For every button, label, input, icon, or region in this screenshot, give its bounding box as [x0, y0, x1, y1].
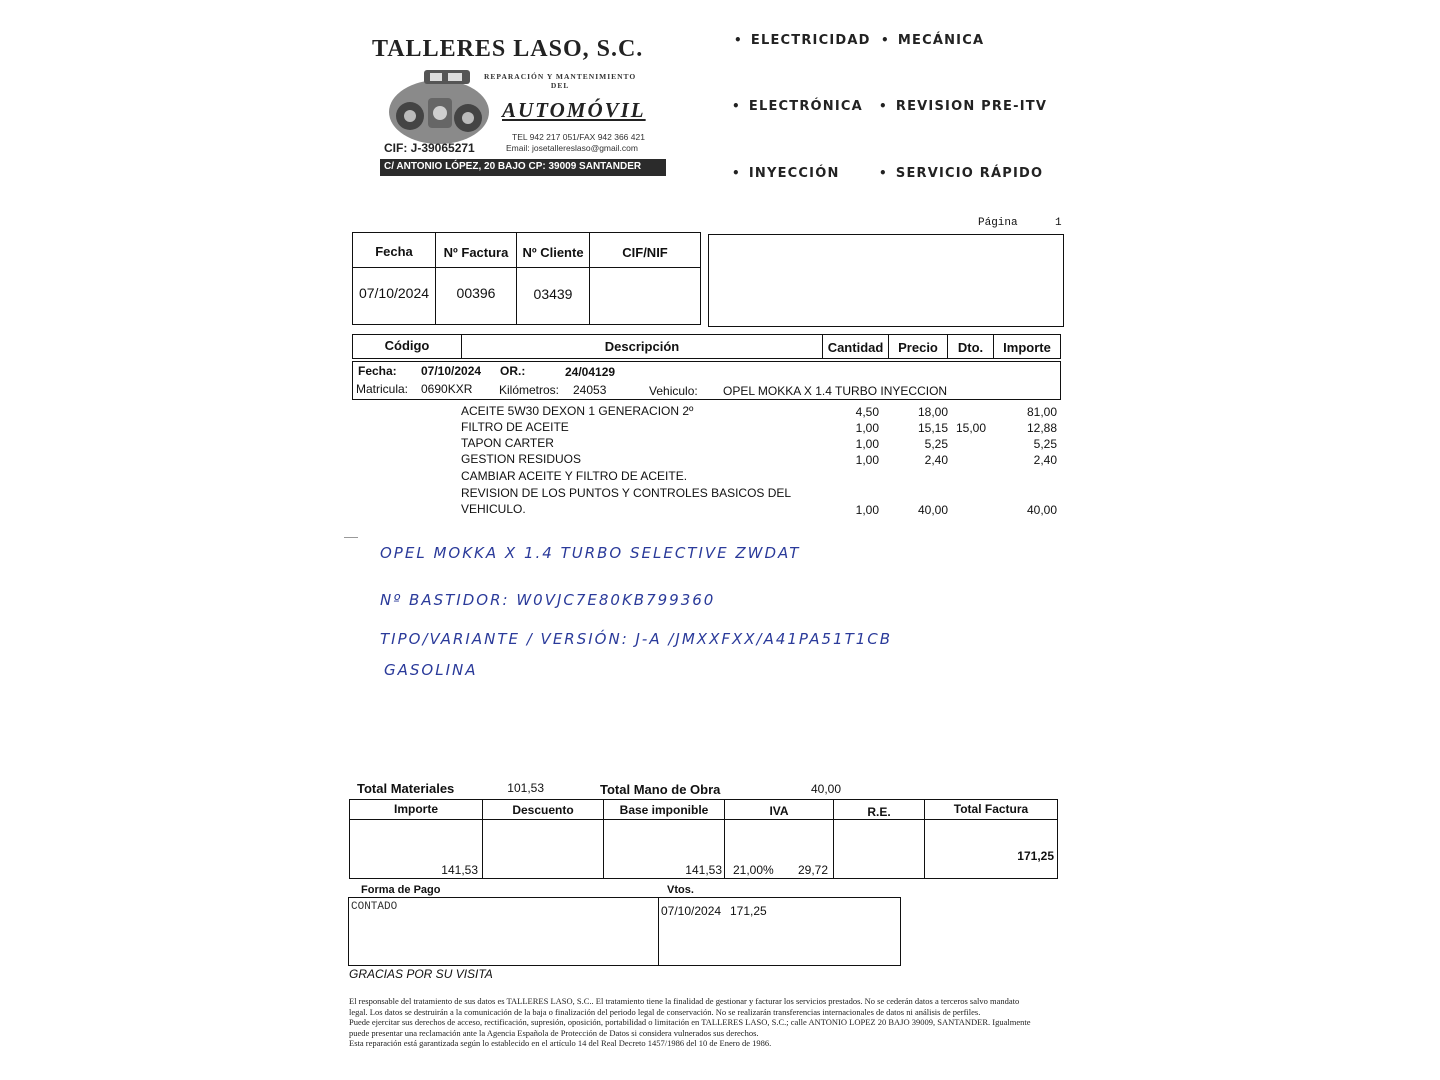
- header-num-cliente: Nº Cliente: [522, 245, 584, 260]
- km-label: Kilómetros:: [499, 383, 560, 397]
- logo-subtitle-line1: REPARACIÓN Y MANTENIMIENTO: [484, 72, 637, 81]
- company-address: C/ ANTONIO LÓPEZ, 20 BAJO CP: 39009 SANTANDER: [380, 159, 666, 176]
- line-item-amount: 2,40: [1033, 453, 1057, 467]
- header-num-factura: Nº Factura: [443, 245, 509, 260]
- line-item-qty: 1,00: [855, 437, 879, 451]
- line-item-price: 15,15: [917, 421, 948, 435]
- col-cantidad: Cantidad: [827, 340, 884, 355]
- totals-importe: 141,53: [441, 863, 478, 877]
- header-fecha: Fecha: [375, 244, 413, 259]
- totals-header-importe: Importe: [393, 802, 438, 816]
- handwritten-fuel: GASOLINA: [384, 661, 478, 679]
- page-label: Página: [978, 217, 1018, 229]
- vehicle-model: OPEL MOKKA X 1.4 TURBO INYECCION: [723, 384, 948, 398]
- due-dates-label: Vtos.: [667, 884, 694, 896]
- line-item-qty: 1,00: [855, 453, 879, 467]
- legal-line: Puede ejercitar sus derechos de acceso, rectificación, supresión, oposición, portabilidad o limitación en TALLERES LASO, S.C.; calle ANTONIO LOPEZ 20 BAJO 39009, SANTANDER. Igualmente: [349, 1017, 1031, 1027]
- line-item-desc: REVISION DE LOS PUNTOS Y CONTROLES BASICOS DEL: [461, 486, 792, 500]
- service-electricidad: • ELECTRICIDAD: [734, 33, 871, 48]
- client-address-box: [708, 234, 1064, 327]
- line-item-desc: ACEITE 5W30 DEXON 1 GENERACION 2º: [461, 404, 694, 418]
- totals-iva-percent: 21,00%: [733, 863, 774, 877]
- line-item-amount: 40,00: [1026, 503, 1057, 517]
- company-cif: CIF: J-39065271: [384, 141, 475, 155]
- totals-header-descuento: Descuento: [512, 803, 574, 817]
- order-info-box: [352, 361, 1061, 400]
- due-amount: 171,25: [730, 904, 767, 918]
- items-table-header: [352, 334, 1061, 359]
- service-inyeccion: • INYECCIÓN: [732, 166, 840, 181]
- client-number: 03439: [533, 286, 573, 302]
- logo-subtitle: [484, 72, 636, 90]
- order-date-label: Fecha:: [358, 364, 397, 378]
- total-materials-label: Total Materiales: [357, 781, 455, 796]
- line-item-amount: 12,88: [1026, 421, 1057, 435]
- line-item-desc: VEHICULO.: [461, 502, 526, 516]
- line-item-qty: 1,00: [855, 421, 879, 435]
- service-mecanica: • MECÁNICA: [881, 33, 984, 48]
- logo-subtitle-line2: DEL: [550, 81, 570, 90]
- handwritten-chassis-number: Nº BASTIDOR: W0VJC7E80KB799360: [380, 591, 716, 609]
- legal-line: puede presentar una reclamación ante la Agencia Española de Protección de Datos si considera vulnerados sus derechos.: [349, 1027, 759, 1038]
- legal-line: El responsable del tratamiento de sus datos es TALLERES LASO, S.C.. El tratamiento tiene la finalidad de gestionar y facturar los servicios prestados. No se cederán datos a terceros salvo mandato: [349, 996, 1020, 1006]
- handwritten-vehicle-model: OPEL MOKKA X 1.4 TURBO SELECTIVE ZWDAT: [380, 544, 801, 562]
- service-electronica: • ELECTRÓNICA: [732, 99, 863, 114]
- total-labour-label: Total Mano de Obra: [600, 782, 721, 797]
- car-engine-icon: [384, 68, 494, 150]
- totals-iva: 29,72: [797, 863, 828, 877]
- order-or-label: OR.:: [500, 364, 526, 378]
- col-descripcion: Descripción: [604, 339, 680, 354]
- km-value: 24053: [573, 383, 607, 397]
- legal-line: Esta reparación está garantizada según lo establecido en el artículo 14 del Real Decreto 1457/1986 del 10 de Enero de 1986.: [349, 1038, 772, 1048]
- col-precio: Precio: [898, 340, 938, 355]
- handwritten-type-version: TIPO/VARIANTE / VERSIÓN: J-A /JMXXFXX/A41PA51T1CB: [380, 630, 893, 648]
- line-item-price: 2,40: [924, 453, 948, 467]
- line-item-desc: TAPON CARTER: [461, 436, 554, 450]
- page-number: 1: [1055, 217, 1062, 229]
- totals-header-total: Total Factura: [953, 802, 1029, 816]
- total-labour: 40,00: [810, 782, 841, 796]
- line-item-desc: GESTION RESIDUOS: [461, 452, 582, 466]
- vehicle-label: Vehiculo:: [649, 384, 698, 398]
- order-or-number: 24/04129: [565, 365, 616, 379]
- line-item-desc: CAMBIAR ACEITE Y FILTRO DE ACEITE.: [461, 469, 688, 483]
- logo-automovil: AUTOMÓVIL: [502, 98, 646, 122]
- company-phone: TEL 942 217 051/FAX 942 366 421: [512, 132, 645, 142]
- totals-grand-total: 171,25: [1017, 849, 1054, 863]
- totals-header-re: R.E.: [867, 805, 891, 819]
- header-cif-nif: CIF/NIF: [622, 245, 668, 260]
- line-item-qty: 4,50: [855, 405, 879, 419]
- order-date: 07/10/2024: [421, 364, 482, 378]
- legal-line: legal. Los datos se destruirán a la comunicación de la baja o finalización del periodo legal de conservación. No se realizarán transferencias internacionales de datos ni análisis de perfiles.: [349, 1006, 981, 1017]
- company-logo: [372, 30, 672, 180]
- plate-label: Matricula:: [356, 382, 409, 396]
- totals-base: 141,53: [685, 863, 722, 877]
- col-importe: Importe: [1003, 340, 1051, 355]
- line-item-amount: 5,25: [1033, 437, 1057, 451]
- company-name: TALLERES LASO, S.C.: [372, 36, 644, 62]
- line-item-price: 40,00: [917, 503, 948, 517]
- payment-method: CONTADO: [351, 901, 398, 913]
- line-item-price: 18,00: [917, 405, 948, 419]
- payment-table: [348, 897, 901, 966]
- invoice-date: 07/10/2024: [358, 285, 430, 301]
- col-dto: Dto.: [957, 340, 984, 355]
- company-email: Email: josetallereslaso@gmail.com: [506, 143, 638, 153]
- line-item-qty: 1,00: [855, 503, 879, 517]
- due-date: 07/10/2024: [661, 904, 722, 918]
- line-item-amount: 81,00: [1026, 405, 1057, 419]
- scan-mark: [344, 537, 358, 538]
- total-materials: 101,53: [507, 781, 544, 795]
- thanks-message: GRACIAS POR SU VISITA: [349, 967, 493, 981]
- line-item-price: 5,25: [924, 437, 948, 451]
- totals-header-iva: IVA: [769, 804, 789, 818]
- invoice-number: 00396: [456, 285, 496, 301]
- invoice-header-table: [352, 232, 701, 325]
- legal-notice: [349, 996, 1069, 1049]
- line-item-desc: FILTRO DE ACEITE: [461, 420, 569, 434]
- totals-header-base: Base imponible: [619, 803, 709, 817]
- totals-table: [349, 799, 1058, 879]
- service-servicio-rapido: • SERVICIO RÁPIDO: [879, 166, 1043, 181]
- payment-method-label: Forma de Pago: [361, 884, 441, 896]
- service-revision-pre-itv: • REVISION PRE-ITV: [879, 99, 1047, 114]
- line-item-discount: 15,00: [955, 421, 986, 435]
- col-codigo: Código: [384, 338, 430, 353]
- plate-number: 0690KXR: [421, 382, 473, 396]
- line-items: [352, 404, 1061, 522]
